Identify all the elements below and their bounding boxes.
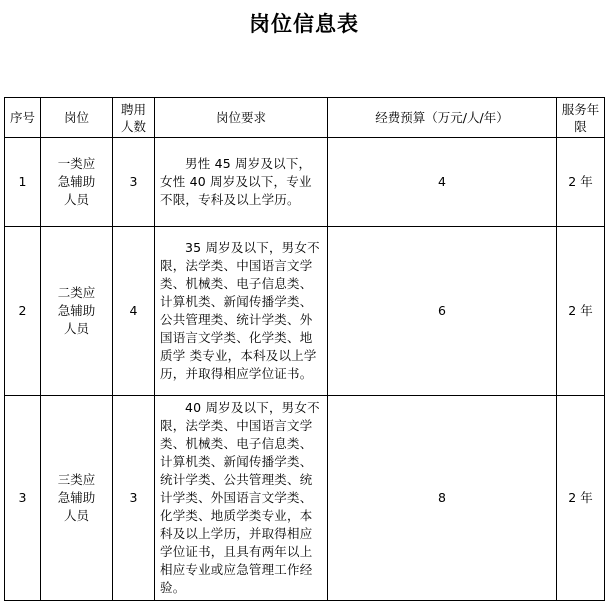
row-budget: 6 (328, 227, 557, 396)
row-requirement: 男性 45 周岁及以下，女性 40 周岁及以下，专业不限，专科及以上学历。 (155, 138, 328, 227)
header-count: 聘用人数 (113, 98, 155, 138)
row-count: 3 (113, 138, 155, 227)
header-seq: 序号 (5, 98, 41, 138)
job-info-table (4, 97, 605, 601)
row-seq: 1 (5, 138, 41, 227)
row-seq: 2 (5, 227, 41, 396)
row-budget: 4 (328, 138, 557, 227)
table-row (5, 227, 605, 396)
row-count: 4 (113, 227, 155, 396)
row-budget: 8 (328, 396, 557, 601)
page-title: 岗位信息表 (249, 12, 359, 36)
row-requirement: 40 周岁及以下，男女不限，法学类、中国语言文学类、机械类、电子信息类、计算机类、新闻传播学类、统计学类、公共管理类、统计学类、外国语言文学类、化学类、地质学类专业，本科及以上学历，并取得相应学位证书，且具有两年以上相应专业或应急管理工作经验。 (155, 396, 328, 601)
row-seq: 3 (5, 396, 41, 601)
table-header-row (5, 98, 605, 138)
row-requirement: 35 周岁及以下，男女不限，法学类、中国语言文学类、机械类、电子信息类、计算机类、新闻传播学类、公共管理类、统计学类、外国语言文学类、化学类、地质学 类专业，本科及以上学历，并取得相应学位证书。 (155, 227, 328, 396)
row-term: 2 年 (557, 396, 605, 601)
header-post: 岗位 (41, 98, 113, 138)
header-budget: 经费预算（万元/人/年） (328, 98, 557, 138)
row-count: 3 (113, 396, 155, 601)
table-row (5, 138, 605, 227)
row-post: 二类应急辅助人员 (41, 227, 113, 396)
row-post: 一类应急辅助人员 (41, 138, 113, 227)
header-requirement: 岗位要求 (155, 98, 328, 138)
row-post: 三类应急辅助人员 (41, 396, 113, 601)
header-term: 服务年限 (557, 98, 605, 138)
row-term: 2 年 (557, 227, 605, 396)
table-row (5, 396, 605, 601)
row-term: 2 年 (557, 138, 605, 227)
